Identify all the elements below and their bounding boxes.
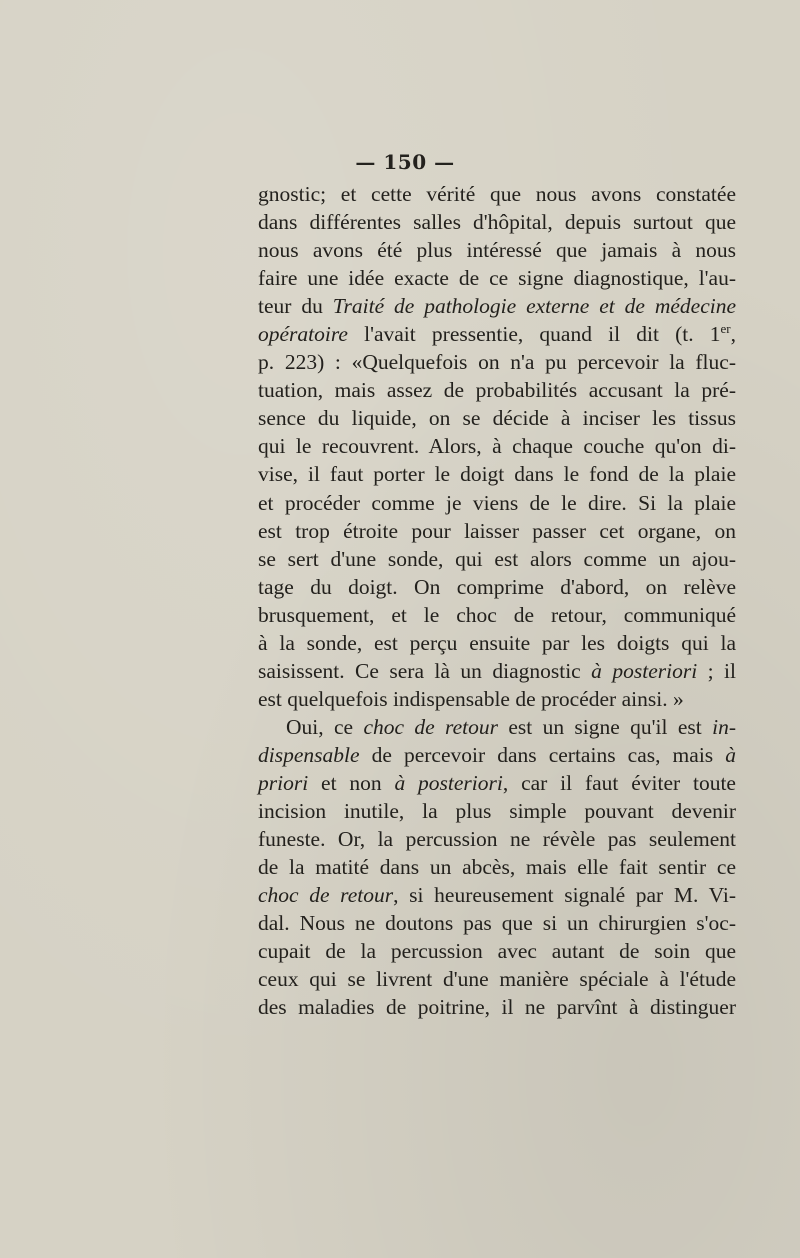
- text-segment: vise, il faut porter le doigt dans le fond de la plaie: [258, 462, 736, 487]
- text-line: [258, 489, 736, 517]
- italic-text: priori: [258, 770, 309, 795]
- superscript-text: er: [720, 321, 731, 337]
- text-line: [258, 657, 736, 685]
- text-segment: se sert d'une sonde, qui est alors comme un ajou-: [258, 546, 736, 571]
- text-line: [258, 236, 736, 264]
- text-segment: p. 223) : «Quelquefois on n'a pu percevoir la fluc-: [258, 350, 736, 375]
- text-line: [258, 825, 736, 853]
- text-segment: sence du liquide, on se décide à inciser les tissus: [258, 406, 736, 431]
- text-segment: dal. Nous ne doutons pas que si un chirurgien s'oc-: [258, 911, 736, 936]
- text-line: [258, 713, 736, 741]
- text-line: [258, 545, 736, 573]
- text-segment: cupait de la percussion avec autant de soin que: [258, 939, 736, 964]
- italic-text: à posteriori: [591, 658, 698, 683]
- text-line: [258, 517, 736, 545]
- text-line: [258, 264, 736, 292]
- text-segment: de percevoir dans certains cas, mais: [359, 742, 726, 767]
- text-segment: incision inutile, la plus simple pouvant devenir: [258, 799, 736, 824]
- text-line: [258, 292, 736, 320]
- text-segment: tuation, mais assez de probabilités accusant la pré-: [258, 378, 736, 403]
- page-number: — 150 —: [355, 150, 455, 174]
- text-line: [258, 993, 736, 1021]
- text-segment: saisissent. Ce sera là un diagnostic: [258, 658, 592, 683]
- text-line: [258, 881, 736, 909]
- text-line: [258, 937, 736, 965]
- text-segment: nous avons été plus intéressé que jamais à nous: [258, 238, 736, 263]
- text-line: [258, 853, 736, 881]
- text-segment: funeste. Or, la percussion ne révèle pas seulement: [258, 827, 736, 852]
- text-segment: à la sonde, est perçu ensuite par les doigts qui la: [258, 630, 736, 655]
- text-line: [258, 376, 736, 404]
- text-line: [258, 320, 736, 348]
- text-segment: des maladies de poitrine, il ne parvînt à distinguer: [258, 995, 736, 1020]
- text-segment: teur du: [258, 294, 333, 319]
- text-line: [258, 460, 736, 488]
- italic-text: choc de retour: [258, 883, 394, 908]
- text-line: [258, 208, 736, 236]
- italic-text: in-: [712, 714, 736, 739]
- text-line: [258, 432, 736, 460]
- text-segment: brusquement, et le choc de retour, communiqué: [258, 602, 736, 627]
- text-line: [258, 629, 736, 657]
- text-line: [258, 769, 736, 797]
- text-segment: est trop étroite pour laisser passer cet organe, on: [258, 518, 736, 543]
- text-segment: ceux qui se livrent d'une manière spéciale à l'étude: [258, 967, 736, 992]
- text-line: [258, 180, 736, 208]
- text-line: [258, 601, 736, 629]
- italic-text: à posteriori: [394, 770, 503, 795]
- italic-text: Traité de pathologie externe et de médecine: [332, 294, 736, 319]
- text-line: [258, 348, 736, 376]
- text-line: [258, 797, 736, 825]
- text-segment: , si heureusement signalé par M. Vi-: [393, 883, 736, 908]
- text-segment: ; il: [697, 658, 737, 683]
- italic-text: choc de retour: [363, 714, 498, 739]
- text-segment: , car il faut éviter toute: [502, 770, 736, 795]
- text-line: [258, 909, 736, 937]
- text-line: [258, 685, 736, 713]
- text-segment: est quelquefois indispensable de procéder ainsi. »: [258, 686, 684, 711]
- text-line: [258, 404, 736, 432]
- italic-text: opératoire: [258, 322, 348, 347]
- italic-text: à: [725, 742, 736, 767]
- text-segment: de la matité dans un abcès, mais elle fait sentir ce: [258, 855, 736, 880]
- text-segment: tage du doigt. On comprime d'abord, on relève: [258, 574, 736, 599]
- text-segment: est un signe qu'il est: [497, 714, 713, 739]
- text-line: [258, 741, 736, 769]
- text-segment: faire une idée exacte de ce signe diagnostique, l'au-: [258, 266, 736, 291]
- text-segment: l'avait pressentie, quand il dit (t. 1: [347, 322, 721, 347]
- text-segment: ,: [730, 322, 736, 347]
- text-segment: dans différentes salles d'hôpital, depuis surtout que: [258, 210, 736, 235]
- italic-text: dispensable: [258, 742, 360, 767]
- text-segment: Oui, ce: [286, 714, 364, 739]
- text-segment: et non: [308, 770, 395, 795]
- text-segment: gnostic; et cette vérité que nous avons constatée: [258, 182, 736, 206]
- text-line: [258, 573, 736, 601]
- text-segment: qui le recouvrent. Alors, à chaque couche qu'on di-: [258, 434, 736, 459]
- body-text: [258, 180, 736, 1021]
- text-line: [258, 965, 736, 993]
- text-segment: et procéder comme je viens de le dire. Si la plaie: [258, 490, 736, 515]
